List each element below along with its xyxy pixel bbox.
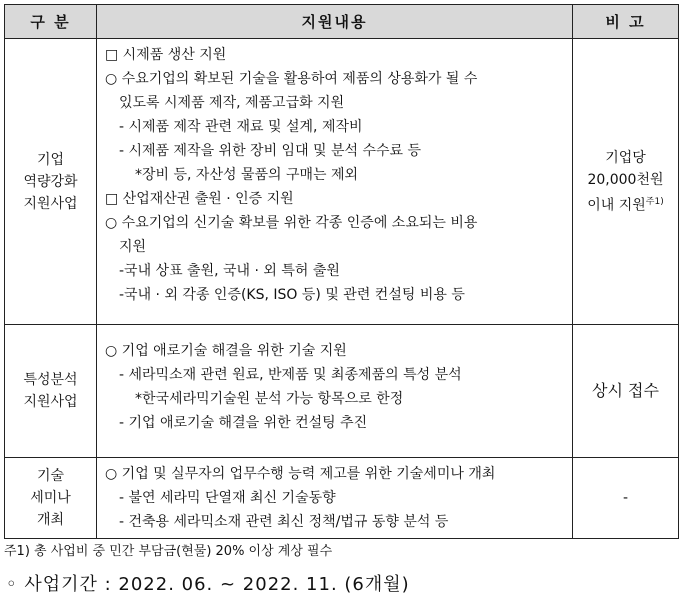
content-line: □ 산업재산권 출원 · 인증 지원 xyxy=(105,191,294,207)
content-line: *장비 등, 자산성 물품의 구매는 제외 xyxy=(135,167,359,183)
category-line: 기술 xyxy=(36,468,65,484)
table-row xyxy=(5,325,679,458)
content-line: - 시제품 제작 관련 재료 및 설계, 제작비 xyxy=(119,119,363,135)
category-cell xyxy=(5,325,97,458)
note-cell xyxy=(573,458,679,539)
content-line: - 시제품 제작을 위한 장비 임대 및 분석 수수료 등 xyxy=(119,143,422,159)
content-line: - 불연 세라믹 단열재 최신 기술동향 xyxy=(119,490,336,506)
content-line: - 건축용 세라믹소재 관련 최신 정책/법규 동향 분석 등 xyxy=(119,514,449,530)
content-line: □ 시제품 생산 지원 xyxy=(105,47,227,63)
category-line: 특성분석 xyxy=(23,372,78,388)
content-line: -국내 · 외 각종 인증(KS, ISO 등) 및 관련 컨설팅 비용 등 xyxy=(119,287,465,303)
note-cell xyxy=(573,325,679,458)
category-line: 역량강화 xyxy=(23,173,78,190)
content-line: ○ 기업 애로기술 해결을 위한 기술 지원 xyxy=(105,343,347,359)
table-header-row xyxy=(5,5,679,39)
content-line: -국내 상표 출원, 국내 · 외 특허 출원 xyxy=(119,263,340,279)
content-line: ○ 수요기업의 확보된 기술을 활용하여 제품의 상용화가 될 수 xyxy=(105,71,478,87)
content-cell xyxy=(97,39,573,325)
note-cell xyxy=(573,39,679,325)
content-line: 지원 xyxy=(119,239,147,255)
content-line: ○ 기업 및 실무자의 업무수행 능력 제고를 위한 기술세미나 개최 xyxy=(105,466,496,482)
content-cell xyxy=(97,325,573,458)
note-line: 기업당 xyxy=(605,149,646,166)
note-line: 20,000천원 xyxy=(587,171,664,188)
note-line xyxy=(573,191,678,217)
content-line: ○ 수요기업의 신기술 확보를 위한 각종 인증에 소요되는 비용 xyxy=(105,215,478,231)
content-line: - 세라믹소재 관련 원료, 반제품 및 최종제품의 특성 분석 xyxy=(119,367,462,383)
project-period: ◦ 사업기간 : 2022. 06. ~ 2022. 11. (6개월) xyxy=(6,574,410,595)
header-note: 비 고 xyxy=(573,5,679,39)
footnote: 주1) 총 사업비 중 민간 부담금(현물) 20% 이상 계상 필수 xyxy=(4,544,333,559)
table-row xyxy=(5,39,679,325)
category-line: 세미나 xyxy=(30,490,71,506)
category-line: 지원사업 xyxy=(23,394,78,410)
category-cell xyxy=(5,39,97,325)
content-cell xyxy=(97,458,573,539)
category-line: 지원사업 xyxy=(23,195,78,212)
note-line: - xyxy=(622,490,629,506)
header-category: 구 분 xyxy=(5,5,97,39)
support-table xyxy=(4,4,679,539)
content-line: - 기업 애로기술 해결을 위한 컨설팅 추진 xyxy=(119,415,368,431)
header-content: 지원내용 xyxy=(97,5,573,39)
note-line: 상시 접수 xyxy=(592,381,659,400)
note-text: 이내 지원 xyxy=(587,197,646,214)
category-cell xyxy=(5,458,97,539)
table-row xyxy=(5,458,679,539)
content-line: *한국세라믹기술원 분석 가능 항목으로 한정 xyxy=(135,391,404,407)
footnote-marker: 주1) xyxy=(645,196,664,207)
category-line: 개최 xyxy=(36,512,65,528)
category-line: 기업 xyxy=(36,151,65,168)
content-line: 있도록 시제품 제작, 제품고급화 지원 xyxy=(119,95,345,111)
